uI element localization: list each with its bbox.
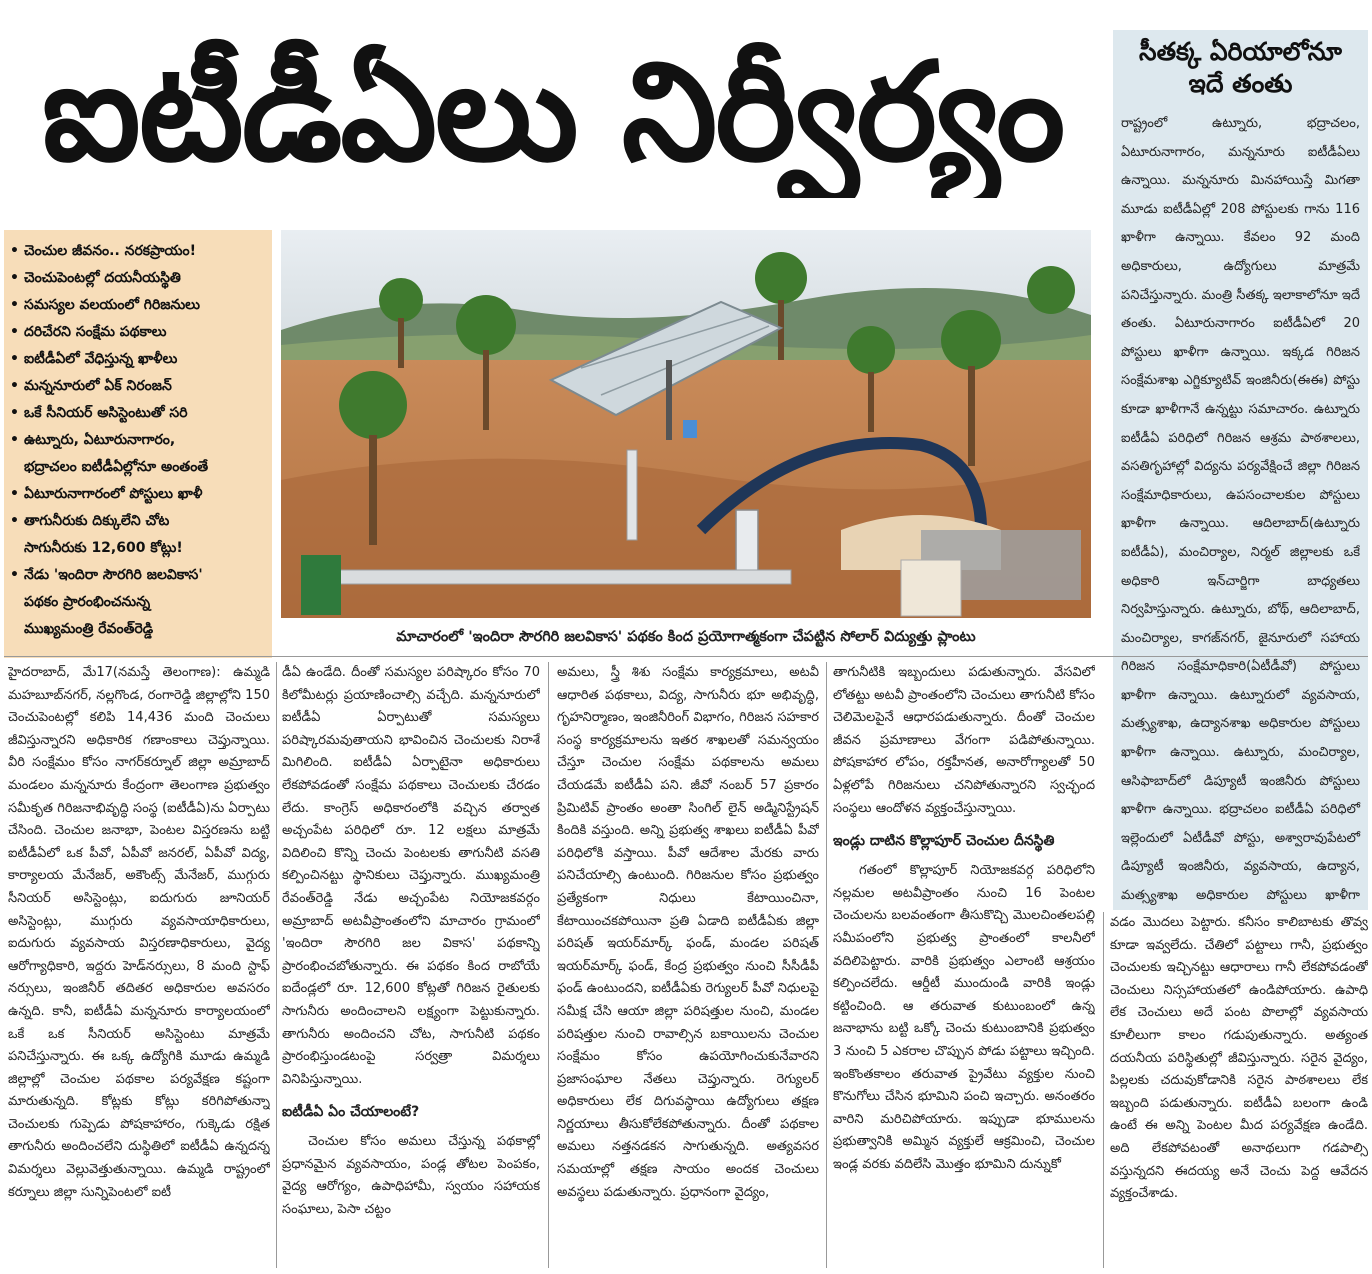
sidebar-story — [1113, 30, 1368, 910]
article-column-4 — [833, 662, 1095, 1268]
article-text: గతంలో కొల్లాపూర్ నియోజకవర్గ పరిధిలోని నల్లమల అటవీప్రాంతం నుంచి 16 పెంటల చెంచులను బలవంతంగా తీసుకొచ్చి మొలచింతలపల్లి సమీపంలోని ప్రభుత్వ ప్రాంతంలో కాలనీలో వదిలిపెట్టారు. వారికి ప్రభుత్వం ఎలాంటి ఆశ్రయం కల్పించలేదు. ఆర్డీటీ ముందుండి వారికి ఇండ్లు కట్టించింది. ఆ తరువాత కుటుంబంలో ఉన్న జనాభాను బట్టి ఒక్కో చెంచు కుటుంబానికి ప్రభుత్వం 3 నుంచి 5 ఎకరాల చొప్పున పోడు పట్టాలు ఇచ్చింది. ఇంకొంతకాలం తరువాత ప్రైవేటు వ్యక్తుల నుంచి కొనుగోలు చేసిన భూమిని పంచి ఇచ్చారు. అనంతరం వారిని మరిచిపోయారు. ఇప్పుడా భూములను ప్రభుత్వానికి అమ్మిన వ్యక్తులే ఆక్రమించి, చెంచుల ఇండ్ల వరకు వదిలేసి మొత్తం భూమిని దున్నుకో — [833, 863, 1095, 1172]
highlight-item: • ఐటీడీఏలో వేధిస్తున్న ఖాళీలు — [10, 346, 266, 373]
divider — [276, 662, 277, 1268]
article-text: చెంచుల కోసం అమలు చేస్తున్న పథకాల్లో ప్రధానమైన వ్యవసాయం, పండ్ల తోటల పెంపకం, వైద్య ఆరోగ్యం, ఉపాధిహామీ, స్వయం సహాయక సంఘాలు, పెసా చట్టం — [282, 1134, 540, 1218]
highlight-item: • ఏటూరునాగారంలో పోస్టులు ఖాళీ — [10, 481, 266, 508]
solar-plant-photo-illustration — [281, 230, 1091, 618]
highlight-item: • నేడు 'ఇందిరా సౌరగిరి జలవికాస' — [10, 562, 266, 589]
headline: ఐటీడీఏలు నిర్వీర్యం — [41, 34, 1064, 192]
highlight-item: ముఖ్యమంత్రి రేవంత్‌రెడ్డి — [24, 621, 154, 637]
photo-caption: మాచారంలో 'ఇందిరా సౌరగిరి జలవికాస' పథకం కింద ప్రయోగాత్మకంగా చేపట్టిన సోలార్ విద్యుత్తు ప్లాంటు — [396, 629, 976, 645]
highlight-item: • సమస్యల వలయంలో గిరిజనులు — [10, 292, 266, 319]
divider — [4, 656, 1368, 657]
article-text: హైదరాబాద్, మే17(నమస్తే తెలంగాణ): ఉమ్మడి మహబూబ్‌నగర్, నల్లగొండ, రంగారెడ్డి జిల్లాల్లోని 150 చెంచుపెంటల్లో కలిపి 14,436 మంది చెంచులు జీవిస్తున్నారని అధికారిక గణాంకాలు చెప్తున్నాయి. వీరి సంక్షేమం కోసం నాగర్‌కర్నూల్ జిల్లా అమ్రాబాద్ మండలం మన్ననూరు కేంద్రంగా తెలంగాణ ప్రభుత్వం సమీకృత గిరిజనాభివృద్ధి సంస్థ (ఐటీడీఏ)ను ఏర్పాటు చేసింది. చెంచుల జనాభా, పెంటల విస్తరణను బట్టి ఐటీడీఏలో ఒక పీవో, ఏపీవో జనరల్, ఏపీవో విద్య, కార్యాలయ మేనేజర్, అకౌంట్స్ మేనేజర్, ముగ్గురు సీనియర్ అసిస్టెంట్లు, ఐదుగురు జూనియర్ అసిస్టెంట్లు, ముగ్గురు వ్యవసాయాధికారులు, ఐదుగురు వ్యవసాయ విస్తరణాధికారులు, వైద్య ఆరోగ్యాధికారి, ఇద్దరు హెడ్‌నర్సులు, 8 మంది స్టాఫ్ నర్సులు, ఇంజినీర్ తదితర అధికారుల అవసరం ఉన్నది. కానీ, ఐటీడీఏ మన్ననూరు కార్యాలయంలో ఒకే ఒక సీనియర్ అసిస్టెంటు మాత్రమే పనిచేస్తున్నారు. ఈ ఒక్క ఉద్యోగికి మూడు ఉమ్మడి జిల్లాల్లో చెంచుల పథకాల పర్యవేక్షణ కష్టంగా మారుతున్నది. కోట్లకు కోట్లు కరిగిపోతున్నా చెంచులకు గుప్పెడు పోషకాహారం, గుక్కెడు రక్షిత తాగునీరు అందించలేని దుస్థితిలో ఐటీడీఏ ఉన్నదన్న విమర్శలు వెల్లువెత్తుతున్నాయి. ఉమ్మడి రాష్ట్రంలో కర్నూలు జిల్లా సున్నిపెంటలో ఐటీ — [8, 665, 270, 1200]
highlight-item: • చెంచుపెంటల్లో దయనీయస్థితి — [10, 265, 266, 292]
divider — [1103, 912, 1104, 1268]
highlight-item: • మన్ననూరులో ఏక్ నిరంజన్ — [10, 373, 266, 400]
article-text: డీఏ ఉండేది. దీంతో సమస్యల పరిష్కారం కోసం 70 కిలోమీటర్లు ప్రయాణించాల్సి వచ్చేది. మన్ననూరులో ఐటీడీఏ ఏర్పాటుతో సమస్యలు పరిష్కారమవుతాయని భావించిన చెంచులకు నిరాశే మిగిలింది. ఐటీడీఏ ఏర్పాటైనా అధికారులు లేకపోవడంతో సంక్షేమ పథకాలు చెంచులకు చేరడం లేదు. కాంగ్రెస్ అధికారంలోకి వచ్చిన తర్వాత అచ్చంపేట పరిధిలో రూ. 12 లక్షలు మాత్రమే విదిలించి కొన్ని చెంచు పెంటలకు తాగునీటి వసతి కల్పించినట్టు స్థానికులు చెప్తున్నారు. ముఖ్యమంత్రి రేవంత్‌రెడ్డి నేడు అచ్చంపేట నియోజకవర్గం అమ్రాబాద్ అటవీప్రాంతంలోని మాచారం గ్రామంలో 'ఇందిరా సౌరగిరి జల వికాస' పథకాన్ని ప్రారంభించబోతున్నారు. ఈ పథకం కింద రాబోయే ఐదేండ్లలో రూ. 12,600 కోట్లతో గిరిజన రైతులకు సాగునీరు అందించాలని లక్ష్యంగా పెట్టుకున్నారు. తాగునీరు అందించని చోట, సాగునీటి పథకం ప్రారంభిస్తుండటంపై సర్వత్రా విమర్శలు వినిపిస్తున్నాయి. — [282, 665, 540, 1087]
section-heading: ఇండ్లు దాటిన కొల్లాపూర్ చెంచుల దీనస్థితి — [833, 833, 1055, 850]
article-text: తాగునీటికి ఇబ్బందులు పడుతున్నారు. వేసవిలో లోతట్టు అటవీ ప్రాంతంలోని చెంచులు తాగునీటి కోసం చెలిమెలపైనే ఆధారపడుతున్నారు. దీంతో చెంచుల జీవన ప్రమాణాలు వేగంగా పడిపోతున్నాయి. పోషకాహార లోపం, రక్తహీనత, అనారోగ్యాలతో 50 ఏళ్లలోపే గిరిజనులు చనిపోతున్నారని స్వచ్ఛంద సంస్థలు ఆందోళన వ్యక్తంచేస్తున్నాయి. — [833, 665, 1095, 816]
solar-plant-photo — [281, 230, 1091, 618]
sidebar-title-line-1: సీతక్క ఏరియాలోనూ — [1139, 37, 1342, 66]
article-column-1 — [8, 662, 270, 1268]
highlight-item: భద్రాచలం ఐటీడీఏల్లోనూ అంతంతే — [24, 459, 209, 475]
highlight-item: • చెంచుల జీవనం.. నరకప్రాయం! — [10, 238, 266, 265]
highlight-item: పథకం ప్రారంభించనున్న — [24, 594, 151, 610]
article-text: అమలు, స్త్రీ శిశు సంక్షేమ కార్యక్రమాలు, అటవీ ఆధారిత పథకాలు, విద్య, సాగునీరు భూ అభివృద్ధి, గృహనిర్మాణం, ఇంజినీరింగ్ విభాగం, గిరిజన సహకార సంస్థ కార్యక్రమాలను ఇతర శాఖలతో సమన్వయం చేస్తూ చెంచుల సంక్షేమ పథకాలను అమలు చేయడమే ఐటీడీఏ పని. జీవో నంబర్ 57 ప్రకారం ప్రిమిటివ్ ప్రాంతం అంతా సింగిల్ లైన్ అడ్మినిస్ట్రేషన్ కిందికి వస్తుంది. అన్ని ప్రభుత్వ శాఖలు ఐటీడీఏ పీవో పరిధిలోకి వస్తాయి. పీవో ఆదేశాల మేరకు వారు పనిచేయాల్సి ఉంటుంది. గిరిజనుల కోసం ప్రభుత్వం ప్రత్యేకంగా నిధులు కేటాయించినా, కేటాయించకపోయినా ప్రతి ఏడాది ఐటీడీఏకు జిల్లా పరిషత్ ఇయర్‌మార్క్ ఫండ్, మండల పరిషత్ ఇయర్‌మార్క్ ఫండ్, కేంద్ర ప్రభుత్వం నుంచి సీసీడీపీ ఫండ్ ఉంటుందని, ఐటీడీఏకు రెగ్యులర్ పీవో నిధులపై సమీక్ష చేసి ఆయా జిల్లా పరిషత్తుల నుంచి, మండల పరిషత్తుల నుంచి రావాల్సిన బకాయిలను చెంచుల సంక్షేమం కోసం ఉపయోగించుకునేవారని ప్రజాసంఘాల నేతలు చెప్తున్నారు. రెగ్యులర్ అధికారులు లేక దిగువస్థాయి ఉద్యోగులు తక్షణ నిర్ణయాలు తీసుకోలేకపోతున్నారు. దీంతో పథకాల అమలు నత్తనడకన సాగుతున్నది. అత్యవసర సమయాల్లో తక్షణ సాయం అందక చెంచులు అవస్థలు పడుతున్నారు. ప్రధానంగా వైద్యం, — [557, 665, 819, 1200]
highlights-box — [4, 230, 272, 658]
highlight-item: • ఉట్నూరు, ఏటూరునాగారం, — [10, 427, 266, 454]
section-heading: ఐటీడీఏ ఏం చేయాలంటే? — [282, 1104, 420, 1121]
article-column-5 — [1110, 912, 1368, 1268]
divider — [548, 662, 549, 1268]
sidebar-body: రాష్ట్రంలో ఉట్నూరు, భద్రాచలం, ఏటూరునాగారం, మన్ననూరు ఐటీడీఏలు ఉన్నాయి. మన్ననూరు మినహాయిస్తే మిగతా మూడు ఐటీడీఏల్లో 208 పోస్టులకు గాను 116 ఖాళీగా ఉన్నాయి. కేవలం 92 మంది అధికారులు, ఉద్యోగులు మాత్రమే పనిచేస్తున్నారు. మంత్రి సీతక్క ఇలాకాలోనూ ఇదే తంతు. ఏటూరునాగారం ఐటీడీఏలో 20 పోస్టులు ఖాళీగా ఉన్నాయి. ఇక్కడ గిరిజన సంక్షేమశాఖ ఎగ్జిక్యూటివ్ ఇంజినీరు(ఈఈ) పోస్టు కూడా ఖాళీగానే ఉన్నట్టు సమాచారం. ఉట్నూరు ఐటీడీఏ పరిధిలో గిరిజన ఆశ్రమ పాఠశాలలు, వసతిగృహాల్లో విద్యను పర్యవేక్షించే జిల్లా గిరిజన సంక్షేమాధికారులు, ఉపసంచాలకుల పోస్టులు ఖాళీగా ఉన్నాయి. ఆదిలాబాద్(ఉట్నూరు ఐటీడీఏ), మంచిర్యాల, నిర్మల్ జిల్లాలకు ఒకే అధికారి ఇన్‌చార్జిగా బాధ్యతలు నిర్వహిస్తున్నారు. ఉట్నూరు, బోథ్, ఆదిలాబాద్, మంచిర్యాల, కాగజ్‌నగర్, జైనూరులో సహాయ గిరిజన సంక్షేమాధికారి(ఏటీడీవో) పోస్టులు ఖాళీగా ఉన్నాయి. ఉట్నూరులో వ్యవసాయ, మత్స్యశాఖ, ఉద్యానశాఖ అధికారుల పోస్టులు ఖాళీగా ఉన్నాయి. ఉట్నూరు, మంచిర్యాల, ఆసిఫాబాద్‌లో డిప్యూటీ ఇంజినీరు పోస్టులు ఖాళీగా ఉన్నాయి. భద్రాచలం ఐటీడీఏ పరిధిలో ఇల్లెందులో ఏటీడీవో పోస్టు, అశ్వారావుపేటలో డిప్యూటీ ఇంజినీరు, వ్యవసాయ, ఉద్యాన, మత్స్యశాఖ అధికారుల పోస్టులు ఖాళీగా — [1121, 116, 1360, 904]
divider — [826, 662, 827, 1268]
highlight-item: సాగునీరుకు 12,600 కోట్లు! — [24, 540, 183, 556]
sidebar-title-line-2: ఇదే తంతు — [1188, 69, 1293, 98]
article-column-3 — [557, 662, 819, 1268]
highlight-item: • దరిచేరని సంక్షేమ పథకాలు — [10, 319, 266, 346]
article-column-2 — [282, 662, 540, 1268]
highlight-item: • ఒకే సీనియర్ అసిస్టెంటుతో సరి — [10, 400, 266, 427]
highlights-list — [10, 238, 266, 643]
highlight-item: • తాగునీరుకు దిక్కులేని చోట — [10, 508, 266, 535]
article-text: వడం మొదలు పెట్టారు. కనీసం కాలిబాటకు తొవ్వ కూడా ఇవ్వలేదు. చేతిలో పట్టాలు గానీ, ప్రభుత్వం చెంచులకు ఇచ్చినట్టు ఆధారాలు గానీ లేకపోవడంతో చెంచులు నిస్సహాయతలో ఉండిపోయారు. ఉపాధి లేక చెంచులు అదే పంట పొలాల్లో వ్యవసాయ కూలీలుగా కాలం గడుపుతున్నారు. అత్యంత దయనీయ పరిస్థితుల్లో జీవిస్తున్నారు. సరైన వైద్యం, పిల్లలకు చదువుకోడానికి సరైన పాఠశాలలు లేక ఇబ్బంది పడుతున్నారు. ఐటీడీఏ బలంగా ఉండి ఉంటే ఈ అన్ని పెంటల మీద పర్యవేక్షణ ఉండేది. అది లేకపోవటంతో అనాథలుగా గడపాల్సి వస్తున్నదని ఈదయ్య అనే చెంచు పెద్ద ఆవేదన వ్యక్తంచేశాడు. — [1110, 915, 1368, 1202]
